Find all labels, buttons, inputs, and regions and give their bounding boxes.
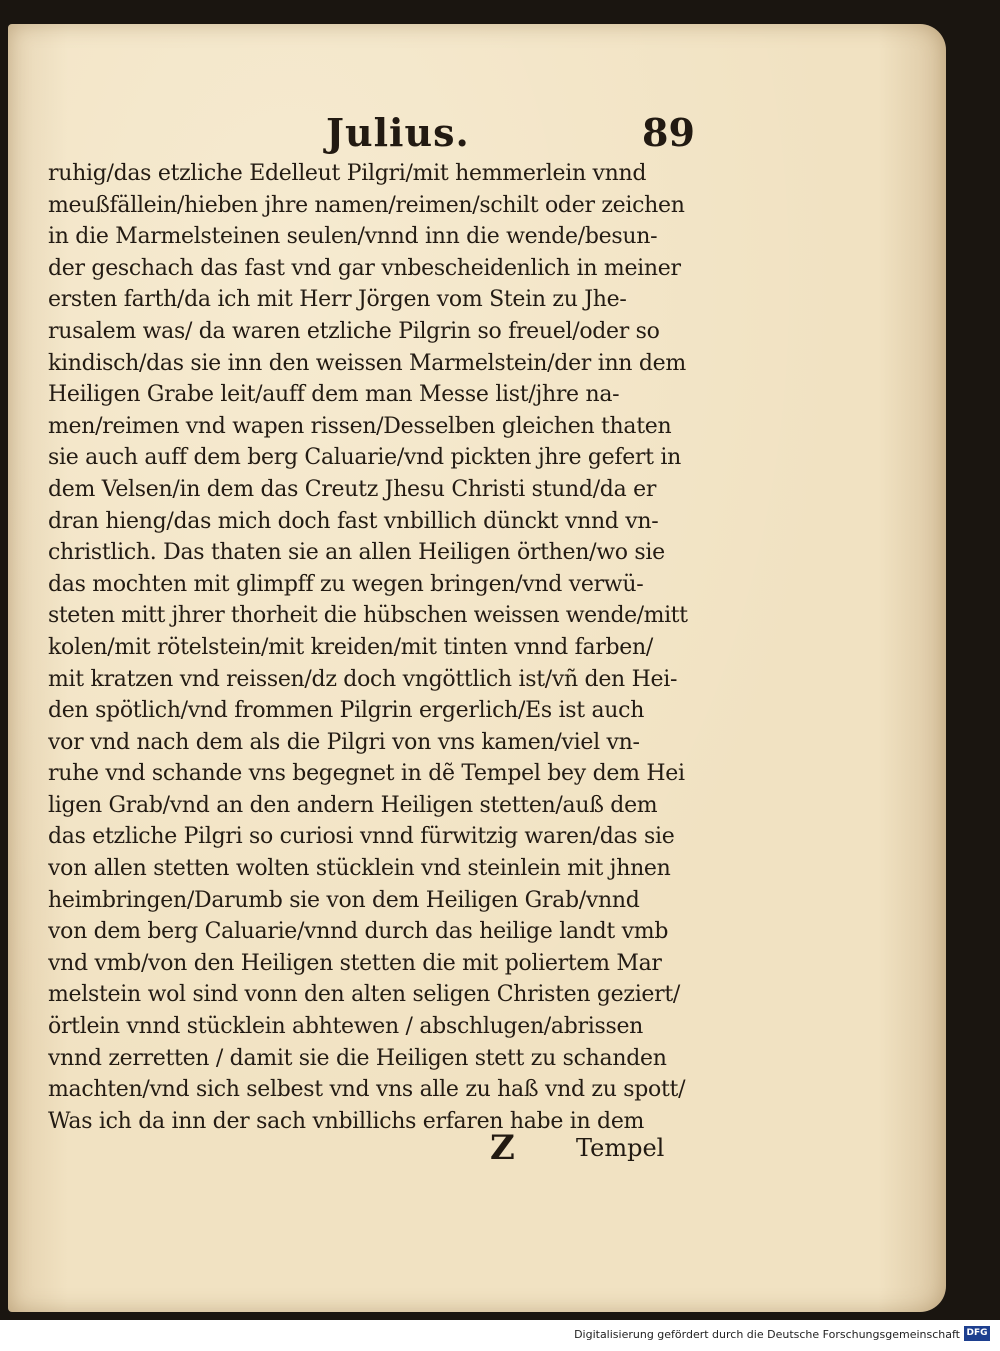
- text-line: von dem berg Caluarie/vnnd durch das heilige landt vmb: [48, 919, 669, 945]
- text-line: ersten farth/da ich mit Herr Jörgen vom Stein zu Jhe-: [48, 287, 627, 313]
- body-text: [48, 158, 688, 1137]
- text-line: vnd vmb/von den Heiligen stetten die mit poliertem Mar: [48, 950, 662, 976]
- text-line: Heiligen Grabe leit/auff dem man Messe list/jhre na-: [48, 382, 620, 408]
- text-line: rusalem was/ da waren etzliche Pilgrin so freuel/oder so: [48, 318, 660, 344]
- text-line: kolen/mit rötelstein/mit kreiden/mit tinten vnnd farben/: [48, 634, 653, 660]
- text-line: von allen stetten wolten stücklein vnd steinlein mit jhnen: [48, 856, 671, 882]
- text-line: der geschach das fast vnd gar vnbescheidenlich in meiner: [48, 255, 681, 281]
- dfg-logo: DFG: [964, 1326, 990, 1341]
- digitization-footer: [0, 1320, 1000, 1351]
- text-line: meußfällein/hieben jhre namen/reimen/schilt oder zeichen: [48, 192, 685, 218]
- text-line: sie auch auff dem berg Caluarie/vnd pickten jhre gefert in: [48, 445, 681, 471]
- text-line: mit kratzen vnd reissen/dz doch vngöttlich ist/vñ den Hei-: [48, 666, 678, 692]
- page-number: 89: [642, 110, 695, 155]
- text-line: steten mitt jhrer thorheit die hübschen weissen wende/mitt: [48, 603, 688, 629]
- text-line: vor vnd nach dem als die Pilgri von vns kamen/viel vn-: [48, 729, 640, 755]
- text-line: kindisch/das sie inn den weissen Marmelstein/der inn dem: [48, 350, 686, 376]
- text-line: ruhig/das etzliche Edelleut Pilgri/mit hemmerlein vnnd: [48, 161, 647, 186]
- text-line: heimbringen/Darumb sie von dem Heiligen Grab/vnnd: [48, 887, 640, 913]
- book-page: [8, 24, 946, 1312]
- text-line: örtlein vnnd stücklein abhtewen / abschlugen/abrissen: [48, 1014, 644, 1040]
- signature-mark: Z: [490, 1128, 515, 1168]
- text-line: vnnd zerretten / damit sie die Heiligen stett zu schanden: [48, 1045, 667, 1071]
- running-head-title: Julius.: [326, 110, 470, 155]
- text-line: men/reimen vnd wapen rissen/Desselben gleichen thaten: [48, 413, 672, 439]
- text-line: melstein wol sind vonn den alten seligen Christen geziert/: [48, 982, 681, 1008]
- text-line: in die Marmelsteinen seulen/vnnd inn die wende/besun-: [48, 224, 658, 250]
- text-line: den spötlich/vnd frommen Pilgrin ergerlich/Es ist auch: [48, 698, 645, 724]
- funding-credit: Digitalisierung gefördert durch die Deutsche Forschungsgemeinschaft: [574, 1328, 960, 1341]
- text-line: Was ich da inn der sach vnbillichs erfaren habe in dem: [48, 1108, 645, 1134]
- text-line: christlich. Das thaten sie an allen Heiligen örthen/wo sie: [48, 540, 665, 566]
- catchline: [8, 1128, 946, 1168]
- text-line: das etzliche Pilgri so curiosi vnnd fürwitzig waren/das sie: [48, 824, 675, 850]
- catchword: Tempel: [576, 1134, 665, 1162]
- text-line: ligen Grab/vnd an den andern Heiligen stetten/auß dem: [48, 792, 658, 818]
- text-line: ruhe vnd schande vns begegnet in dẽ Tempel bey dem Hei: [48, 761, 685, 787]
- text-line: machten/vnd sich selbest vnd vns alle zu haß vnd zu spott/: [48, 1077, 686, 1103]
- text-line: das mochten mit glimpff zu wegen bringen/vnd verwü-: [48, 571, 644, 597]
- text-line: dem Velsen/in dem das Creutz Jhesu Christi stund/da er: [48, 476, 657, 502]
- text-line: dran hieng/das mich doch fast vnbillich dünckt vnnd vn-: [48, 508, 659, 534]
